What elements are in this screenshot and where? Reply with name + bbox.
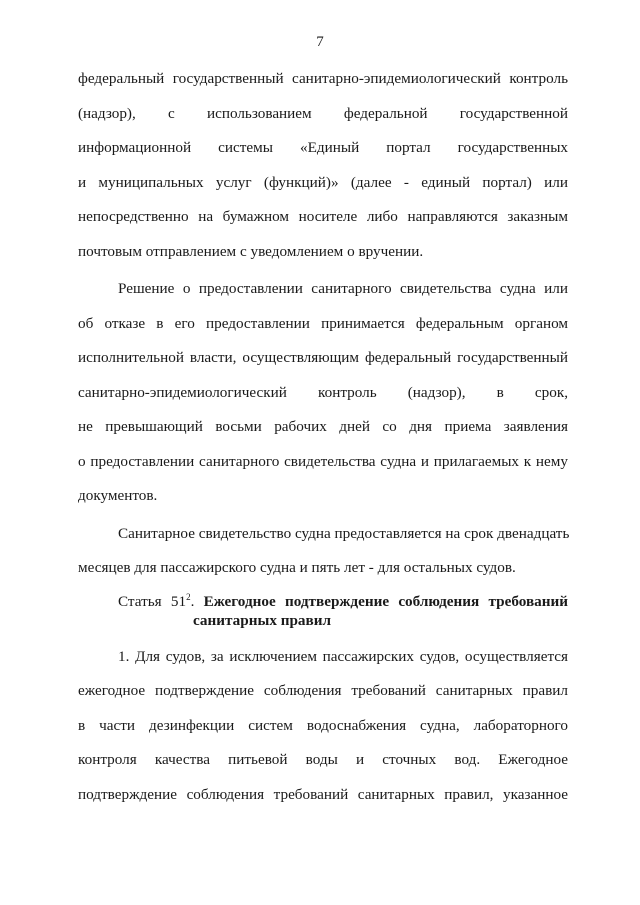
text-line: документов.	[78, 487, 158, 504]
text-line: федеральный государственный санитарно-эпидемиологический контроль	[78, 70, 568, 87]
paragraph-2	[78, 272, 568, 514]
paragraph-4	[78, 640, 568, 813]
article-label: Статья $51^2$.	[118, 591, 195, 610]
text-line: ежегодное подтверждение соблюдения требований санитарных правил	[78, 682, 568, 699]
article-title-line-2: санитарных правил	[193, 611, 331, 629]
text-line: не превышающий восьми рабочих дней со дня приема заявления	[78, 418, 568, 435]
page-number: 7	[316, 34, 324, 50]
text-line: Решение о предоставлении санитарного свидетельства судна или	[118, 280, 568, 297]
text-line: непосредственно на бумажном носителе либо направляются заказным	[78, 208, 568, 225]
text-line: санитарно-эпидемиологический контроль (надзор), в срок,	[78, 383, 568, 401]
text-line: месяцев для пассажирского судна и пять лет - для остальных судов.	[78, 559, 516, 576]
text-line: почтовым отправлением с уведомлением о вручении.	[78, 242, 424, 260]
article-heading	[78, 592, 568, 630]
paragraph-3	[78, 517, 568, 586]
paragraph-1	[78, 62, 568, 269]
text-line: 1. Для судов, за исключением пассажирских судов, осуществляется	[118, 647, 568, 665]
text-line: о предоставлении санитарного свидетельства судна и прилагаемых к нему	[78, 452, 568, 470]
document-body	[78, 62, 568, 812]
text-line: информационной системы «Единый портал государственных	[78, 139, 568, 156]
text-line: (надзор), с использованием федеральной государственной	[78, 104, 568, 122]
text-line: подтверждение соблюдения требований санитарных правил, указанное	[78, 785, 568, 803]
article-title-line-1: Ежегодное подтверждение соблюдения требований	[203, 592, 568, 610]
text-line: Санитарное свидетельство судна предоставляется на срок двенадцать	[118, 524, 570, 542]
article-superscript: 2	[186, 591, 191, 602]
text-line: об отказе в его предоставлении принимается федеральным органом	[78, 314, 568, 332]
text-line: и муниципальных услуг (функций)» (далее - единый портал) или	[78, 173, 568, 191]
text-line: исполнительной власти, осуществляющим федеральный государственный	[78, 349, 568, 366]
text-line: в части дезинфекции систем водоснабжения судна, лабораторного	[78, 716, 568, 734]
text-line: контроля качества питьевой воды и сточных вод. Ежегодное	[78, 751, 568, 768]
